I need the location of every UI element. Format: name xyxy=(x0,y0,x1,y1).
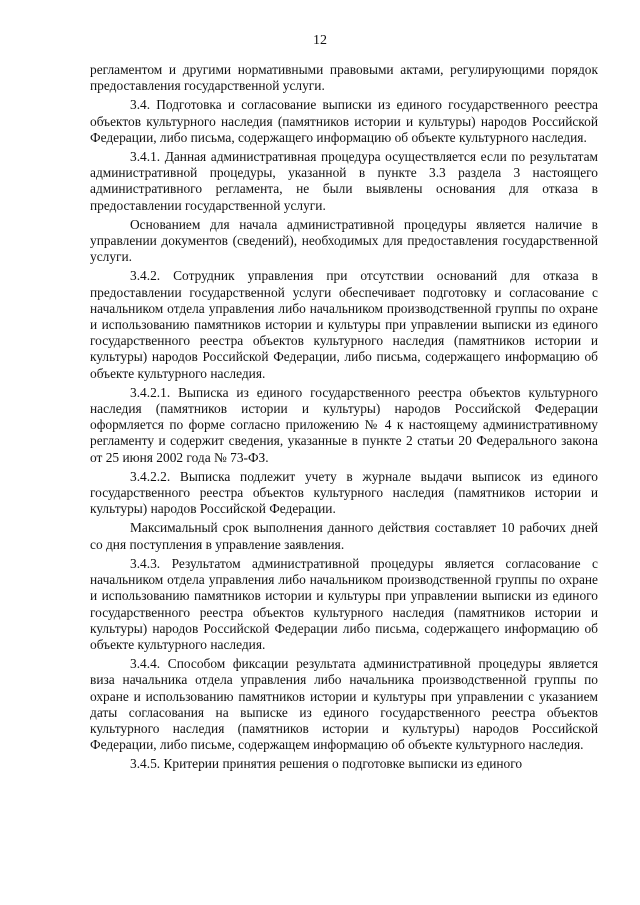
paragraph-3-4-5: 3.4.5. Критерии принятия решения о подготовке выписки из единого xyxy=(130,756,523,772)
paragraph-3-4-2-1: 3.4.2.1. Выписка из единого государственного реестра объектов культурного наследия (памятников истории и культуры) народов Российской Федерации оформляется по форме согласно приложению № 4 к настоящему административному регламенту и содержит сведения, указанные в пункте 2 статьи 20 Федерального закона от 25 июня 2002 года № 73-ФЗ. xyxy=(90,384,598,465)
paragraph-continuation: регламентом и другими нормативными правовыми актами, регулирующими порядок предоставления государственной услуги. xyxy=(90,62,598,94)
page-number: 12 xyxy=(313,33,327,48)
paragraph-max-term: Максимальный срок выполнения данного действия составляет 10 рабочих дней со дня поступления в управление заявления. xyxy=(90,520,598,552)
paragraph-basis: Основанием для начала административной процедуры является наличие в управлении документов (сведений), необходимых для предоставления государственной услуги. xyxy=(90,216,598,265)
document-body xyxy=(90,62,598,776)
paragraph-3-4-2: 3.4.2. Сотрудник управления при отсутствии оснований для отказа в предоставлении государственной услуги обеспечивает подготовку и согласование с начальником отдела управления либо начальником производственной группы по охране и использованию памятников истории и культуры при управлении выписки из единого государственного реестра объектов культурного наследия (памятников истории и культуры) народов Российской Федерации, либо письма, содержащего информацию об объекте культурного наследия. xyxy=(90,268,598,381)
paragraph-3-4: 3.4. Подготовка и согласование выписки из единого государственного реестра объектов культурного наследия (памятников истории и культуры) народов Российской Федерации, либо письма, содержащего информацию об объекте культурного наследия. xyxy=(90,97,598,145)
paragraph-3-4-2-2: 3.4.2.2. Выписка подлежит учету в журнале выдачи выписок из единого государственного реестра объектов культурного наследия (памятников истории и культуры) народов Российской Федерации. xyxy=(90,468,598,517)
paragraph-3-4-1: 3.4.1. Данная административная процедура осуществляется если по результатам административной процедуры, указанной в пункте 3.3 раздела 3 настоящего административного регламента, не были выявлены основания для отказа в предоставлении государственной услуги. xyxy=(90,149,598,213)
paragraph-3-4-4: 3.4.4. Способом фиксации результата административной процедуры является виза начальника отдела управления либо начальника производственной группы по охране и использованию памятников истории и культуры при управлении с указанием даты согласования на выписке из единого государственного реестра объектов культурного наследия (памятников истории и культуры) народов Российской Федерации, либо письме, содержащем информацию об объекте культурного наследия. xyxy=(90,656,598,753)
paragraph-3-4-3: 3.4.3. Результатом административной процедуры является согласование с начальником отдела управления либо начальником производственной группы по охране и использованию памятников истории и культуры при управлении выписки из единого государственного реестра объектов культурного наследия (памятников истории и культуры) народов Российской Федерации либо письма, содержащего информацию об объекте культурного наследия. xyxy=(90,555,598,652)
